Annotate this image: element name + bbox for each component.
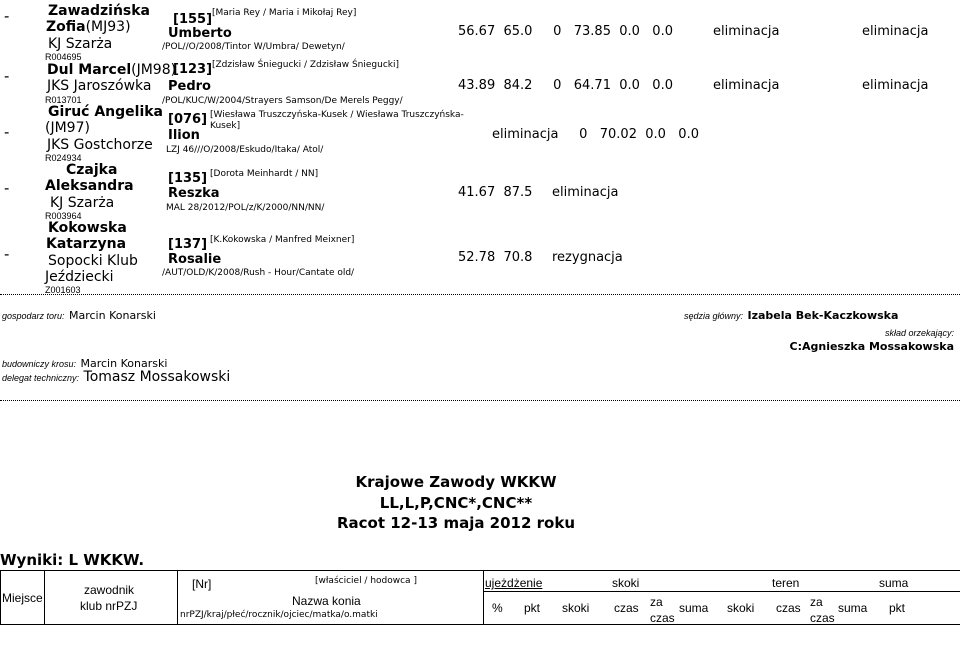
rider-id: R003964 <box>45 211 82 221</box>
horse-pedigree: /POL//O/2008/Tintor W/Umbra/ Dewetyn/ <box>162 42 345 52</box>
panel-label: skład orzekający: <box>884 328 954 338</box>
host: gospodarz toru: Marcin Konarski <box>2 309 156 322</box>
col-total: suma <box>879 576 909 590</box>
rider-club: KJ Szarża <box>50 195 115 211</box>
horse-pedigree: MAL 28/2012/POL/z/K/2000/NN/NN/ <box>166 203 325 213</box>
header-top-border <box>0 570 960 571</box>
col-border <box>0 570 1 625</box>
col-xc: teren <box>772 576 800 590</box>
col-xc-zaczas: za czas <box>810 595 835 625</box>
horse-name: Rosalie <box>168 252 222 267</box>
result-status: rezygnacja <box>552 250 623 265</box>
col-border <box>44 570 45 625</box>
horse-number: [123] <box>173 62 213 77</box>
col-dressage-pkt: pkt <box>524 601 541 615</box>
col-horse: Nazwa konia <box>292 594 361 608</box>
row-dash: - <box>4 8 10 25</box>
rider-birth: (JM97) <box>45 120 90 136</box>
col-xc-skoki: skoki <box>727 601 755 615</box>
subheader-border <box>483 591 960 592</box>
horse-owner-2: Kusek] <box>210 121 241 131</box>
event-name: Krajowe Zawody WKKW <box>355 473 557 491</box>
horse-number: [137] <box>168 237 208 252</box>
horse-name: Reszka <box>168 186 220 201</box>
horse-name: Umberto <box>168 26 232 41</box>
col-dressage: ujeżdżenie <box>485 576 543 590</box>
horse-owner: [Zdzisław Śniegucki / Zdzisław Śniegucki] <box>212 60 400 70</box>
col-xc-suma: suma <box>838 601 868 615</box>
horse-number: [076] <box>168 112 208 127</box>
result-values: 52.78 70.8 <box>458 250 533 265</box>
result-values: eliminacja 0 70.02 0.0 0.0 <box>492 127 699 142</box>
event-place-date: Racot 12-13 maja 2012 roku <box>336 514 576 532</box>
rider-id: R024934 <box>45 153 82 163</box>
row-dash: - <box>4 124 10 141</box>
rider-name-2: Aleksandra <box>45 178 134 194</box>
separator-line-2 <box>0 400 960 401</box>
horse-owner: [Dorota Meinhardt / NN] <box>210 169 319 179</box>
horse-number: [155] <box>173 12 213 27</box>
horse-name: Pedro <box>168 79 211 94</box>
col-club: klub nrPZJ <box>80 599 138 613</box>
col-jump-suma: suma <box>679 601 709 615</box>
rider-name: Dul Marcel(JM98) <box>47 62 177 78</box>
rider-name: Giruć Angelika <box>48 104 164 120</box>
row-dash: - <box>4 246 10 263</box>
rider-club: Sopocki Klub <box>48 253 138 269</box>
col-jump-skoki: skoki <box>562 601 590 615</box>
col-xc-czas: czas <box>776 601 801 615</box>
rider-name-2: Katarzyna <box>46 236 127 252</box>
row-dash: - <box>4 180 10 197</box>
rider-name-2: Zofia(MJ93) <box>46 19 131 35</box>
col-place: Miejsce <box>2 591 43 605</box>
rider-club: JKS Gostchorze <box>47 137 153 153</box>
rider-id: Z001603 <box>45 285 81 295</box>
result-final: eliminacja <box>862 78 929 93</box>
result-final: eliminacja <box>862 24 929 39</box>
horse-pedigree: LZJ 46///O/2008/Eskudo/Itaka/ Atol/ <box>166 145 324 155</box>
horse-pedigree: /AUT/OLD/K/2008/Rush - Hour/Cantate old/ <box>162 268 355 278</box>
result-values: 56.67 65.0 0 73.85 0.0 0.0 <box>458 24 673 39</box>
rider-club: KJ Szarża <box>48 36 113 52</box>
rider-name: Czajka <box>66 162 118 178</box>
col-border <box>483 570 484 625</box>
horse-owner: [K.Kokowska / Manfred Meixner] <box>210 235 355 245</box>
col-horse-desc: nrPZJ/kraj/płeć/rocznik/ojciec/matka/o.matki <box>180 610 378 620</box>
rider-club-2: Jeździecki <box>45 269 114 285</box>
col-dressage-pct: % <box>492 601 503 615</box>
result-status: eliminacja <box>552 185 619 200</box>
horse-number: [135] <box>168 171 208 186</box>
col-border <box>177 570 178 625</box>
panel: C:Agnieszka Mossakowska <box>789 340 954 353</box>
col-total-pkt: pkt <box>889 601 906 615</box>
horse-name: Ilion <box>168 128 200 143</box>
col-nr: [Nr] <box>192 577 212 591</box>
result-status: eliminacja <box>713 78 780 93</box>
col-owner: [właściciel / hodowca ] <box>315 576 417 586</box>
col-jump-czas: czas <box>614 601 639 615</box>
chief-judge: sędzia główny: Izabela Bek-Kaczkowska <box>684 309 899 322</box>
result-values: 41.67 87.5 <box>458 185 533 200</box>
course-designer: budowniczy krosu: Marcin Konarski <box>2 357 168 370</box>
event-classes: LL,L,P,CNC*,CNC** <box>379 494 533 512</box>
result-values: 43.89 84.2 0 64.71 0.0 0.0 <box>458 78 673 93</box>
rider-id: R004695 <box>45 52 82 62</box>
row-dash: - <box>4 68 10 85</box>
col-jumping: skoki <box>612 576 640 590</box>
col-rider: zawodnik <box>84 583 135 597</box>
separator-line <box>0 294 960 295</box>
technical-delegate: delegat techniczny: Tomasz Mossakowski <box>2 369 231 385</box>
results-title: Wyniki: L WKKW. <box>0 551 145 569</box>
horse-owner: [Maria Rey / Maria i Mikołaj Rey] <box>212 8 357 18</box>
rider-club: JKS Jaroszówka <box>47 78 152 94</box>
horse-pedigree: /POL/KUC/W/2004/Strayers Samson/De Merels Peggy/ <box>162 96 403 106</box>
horse-owner: [Wiesława Truszczyńska-Kusek / Wiesława Truszczyńska- <box>210 110 464 120</box>
result-status: eliminacja <box>713 24 780 39</box>
rider-id: R013701 <box>45 95 82 105</box>
rider-name: Zawadzińska <box>48 3 151 19</box>
rider-name: Kokowska <box>48 220 127 236</box>
col-jump-zaczas: za czas <box>650 595 675 625</box>
